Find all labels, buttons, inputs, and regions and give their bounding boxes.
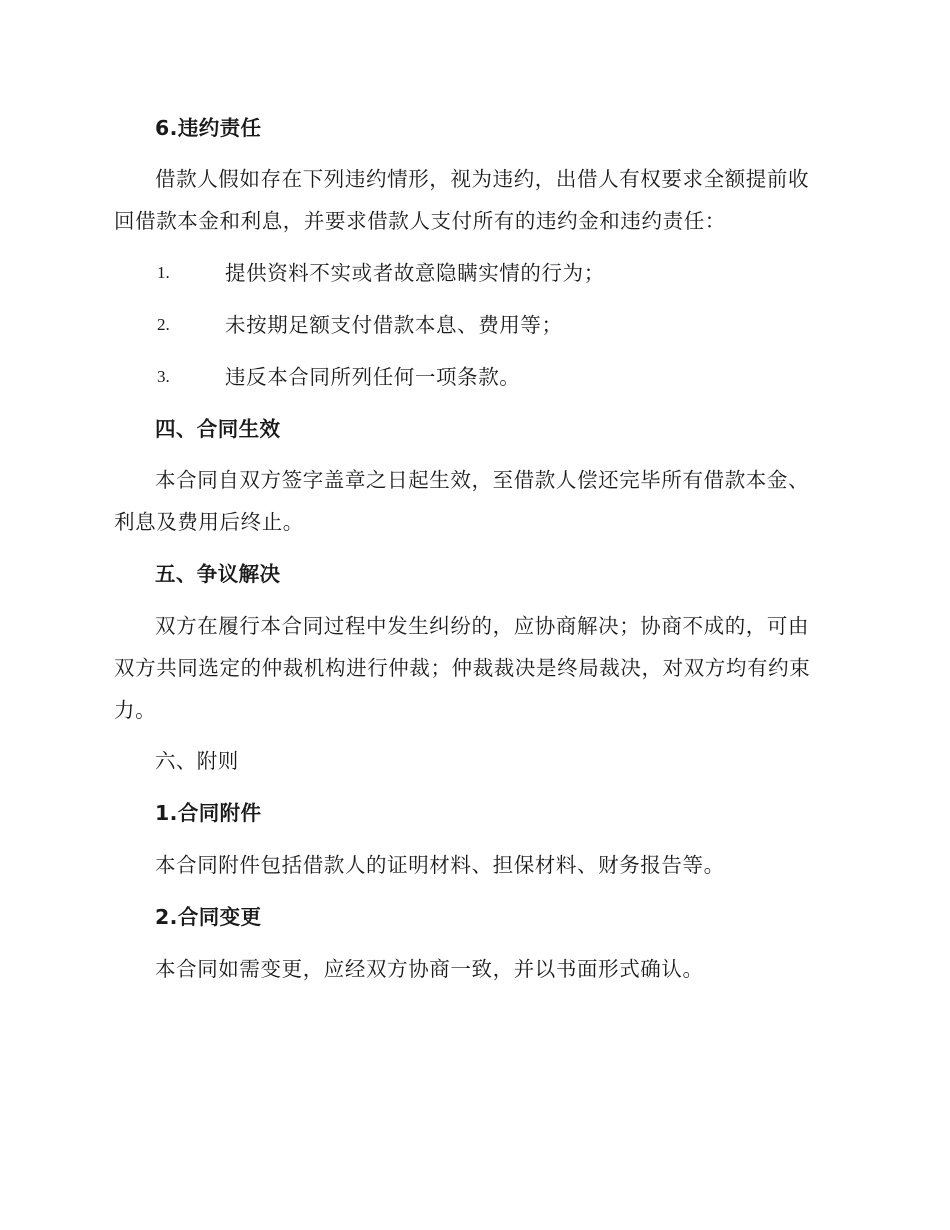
list-text: 违反本合同所列任何一项条款。	[225, 365, 521, 389]
list-number: 3.	[157, 367, 170, 386]
section-heading-contract-effectiveness: 四、合同生效	[155, 417, 281, 441]
paragraph-line: 利息及费用后终止。	[114, 510, 304, 534]
paragraph-line: 双方在履行本合同过程中发生纠纷的，应协商解决；协商不成的，可由	[155, 614, 810, 638]
section-heading-supplementary: 六、附则	[155, 749, 239, 773]
subsection-heading-attachments: 1.合同附件	[155, 801, 262, 825]
paragraph-line: 力。	[114, 698, 157, 722]
list-number: 1.	[157, 263, 170, 282]
list-text: 提供资料不实或者故意隐瞒实情的行为；	[225, 261, 605, 285]
paragraph-line: 回借款本金和利息，并要求借款人支付所有的违约金和违约责任：	[114, 209, 726, 233]
list-number: 2.	[157, 315, 170, 334]
paragraph-line: 双方共同选定的仲裁机构进行仲裁；仲裁裁决是终局裁决，对双方均有约束	[114, 656, 811, 680]
section-heading-dispute-resolution: 五、争议解决	[155, 562, 281, 586]
subsection-heading-amendments: 2.合同变更	[155, 905, 262, 929]
section-heading-breach-liability: 6.违约责任	[155, 116, 262, 140]
paragraph-line: 本合同自双方签字盖章之日起生效，至借款人偿还完毕所有借款本金、	[155, 468, 810, 492]
paragraph-line: 本合同如需变更，应经双方协商一致，并以书面形式确认。	[155, 957, 704, 981]
paragraph-line: 本合同附件包括借款人的证明材料、担保材料、财务报告等。	[155, 853, 725, 877]
list-item	[157, 311, 834, 339]
paragraph-line: 借款人假如存在下列违约情形，视为违约，出借人有权要求全额提前收	[155, 167, 810, 191]
list-item	[157, 363, 834, 391]
list-item	[157, 259, 834, 287]
list-text: 未按期足额支付借款本息、费用等；	[225, 313, 563, 337]
